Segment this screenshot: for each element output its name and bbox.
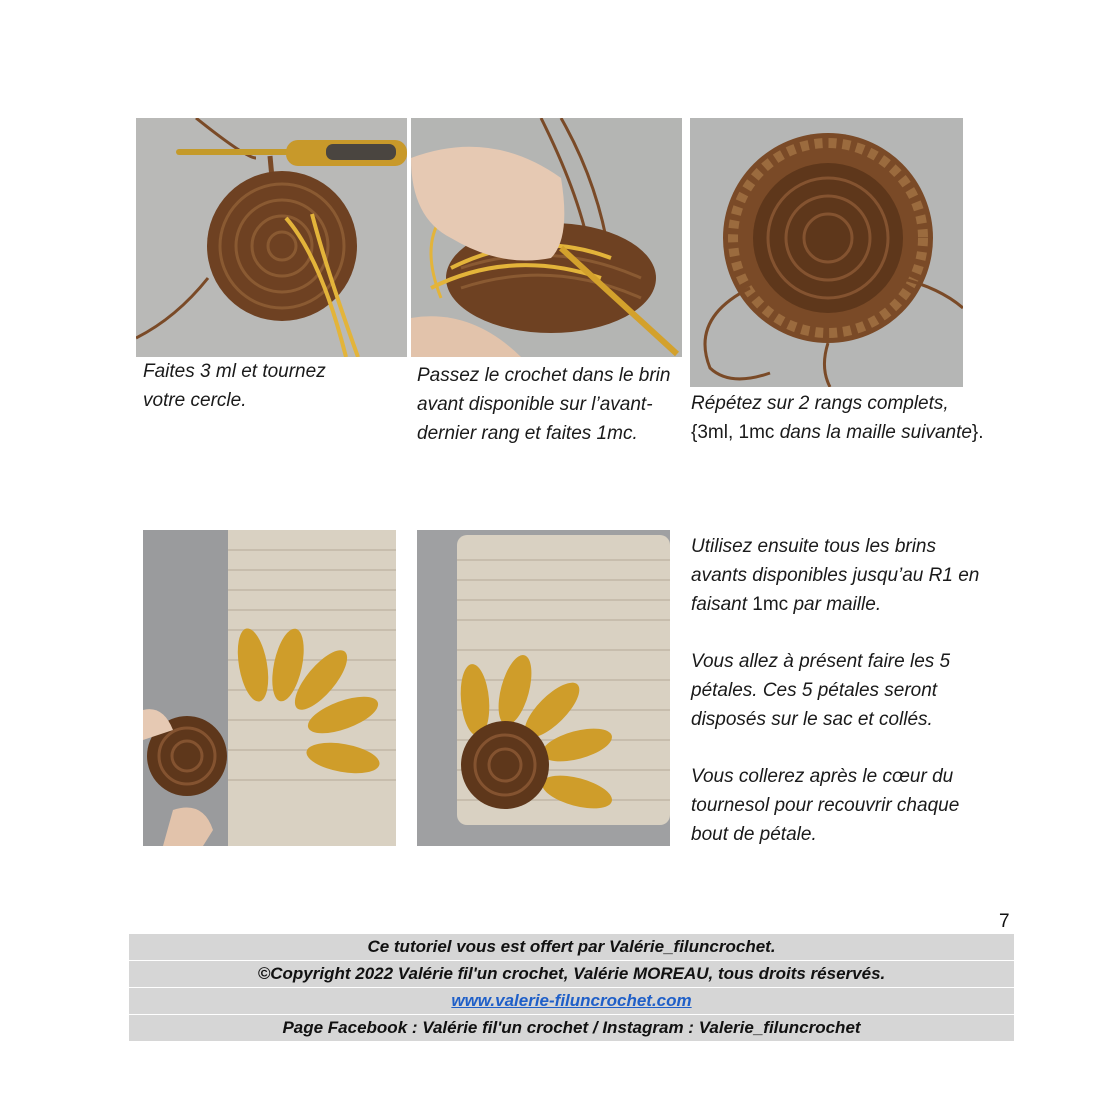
footer-line-social: Page Facebook : Valérie fil'un crochet / Instagram : Valerie_filuncrochet: [129, 1014, 1014, 1041]
footer-line-copyright: ©Copyright 2022 Valérie fil'un crochet, Valérie MOREAU, tous droits réservés.: [129, 960, 1014, 987]
caption-step3: Répétez sur 2 rangs complets, {3ml, 1mc dans la maille suivante}.: [691, 393, 984, 443]
photo-step1-crochet-circle-with-hook: [136, 118, 407, 357]
instructions-text: [691, 532, 991, 877]
photo-bag-petals-heart-aside: [143, 530, 396, 846]
caption-step2: Passez le crochet dans le brin avant disponible sur l’avant-dernier rang et faites 1mc.: [417, 365, 671, 444]
page-number: 7: [999, 911, 1010, 932]
caption-step1: Faites 3 ml et tournez votre cercle.: [143, 361, 326, 411]
photo-step3-ruffled-circle: [690, 118, 963, 387]
footer-band: [129, 934, 1014, 1041]
photo-step2-hook-in-front-loop: [411, 118, 682, 357]
instruction-paragraph-3: Vous collerez après le cœur du tournesol pour recouvrir chaque bout de pétale.: [691, 766, 960, 845]
website-link[interactable]: www.valerie-filuncrochet.com: [451, 991, 692, 1010]
footer-line-offered-by: Ce tutoriel vous est offert par Valérie_filuncrochet.: [129, 934, 1014, 960]
instruction-paragraph-2: Vous allez à présent faire les 5 pétales. Ces 5 pétales seront disposés sur le sac et collés.: [691, 651, 951, 730]
footer-line-website: [129, 987, 1014, 1014]
instruction-paragraph-1: Utilisez ensuite tous les brins avants disponibles jusqu’au R1 en faisant 1mc par maille.: [691, 536, 980, 615]
photo-bag-assembled-sunflower: [417, 530, 670, 846]
